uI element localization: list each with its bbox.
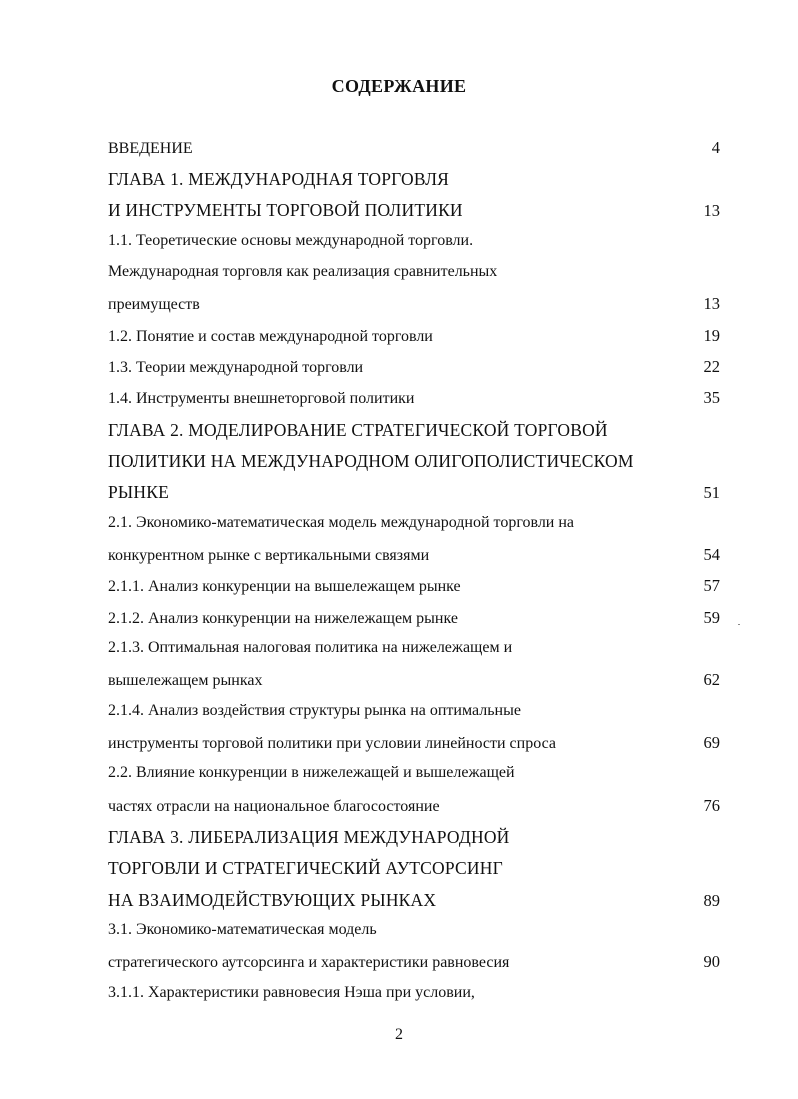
toc-line bbox=[108, 388, 720, 412]
toc-entry-text: Международная торговля как реализация сравнительных bbox=[108, 263, 498, 280]
toc-page-number: 22 bbox=[703, 357, 720, 376]
toc-entry-text: И ИНСТРУМЕНТЫ ТОРГОВОЙ ПОЛИТИКИ bbox=[108, 200, 463, 220]
toc-line bbox=[108, 921, 720, 945]
toc-page-number: 90 bbox=[703, 952, 720, 971]
toc-entry-text: ВВЕДЕНИЕ bbox=[108, 140, 193, 157]
toc-line bbox=[108, 702, 720, 726]
toc-page-number: 51 bbox=[703, 483, 720, 502]
toc-line bbox=[108, 420, 720, 444]
toc-entry-text: ГЛАВА 3. ЛИБЕРАЛИЗАЦИЯ МЕЖДУНАРОДНОЙ bbox=[108, 827, 510, 847]
toc-entry-text: ГЛАВА 2. МОДЕЛИРОВАНИЕ СТРАТЕГИЧЕСКОЙ ТОРГОВОЙ bbox=[108, 420, 608, 440]
toc-entry-text: НА ВЗАИМОДЕЙСТВУЮЩИХ РЫНКАХ bbox=[108, 890, 437, 910]
toc-line bbox=[108, 608, 720, 632]
toc-page-number: 76 bbox=[703, 796, 720, 815]
toc-line bbox=[108, 357, 720, 381]
toc-entry-text: РЫНКЕ bbox=[108, 482, 169, 502]
toc-line bbox=[108, 858, 720, 882]
toc-line bbox=[108, 232, 720, 256]
toc-line bbox=[108, 984, 720, 1008]
toc-entry-text: вышележащем рынках bbox=[108, 672, 263, 689]
toc-entry-text: конкурентном рынке с вертикальными связями bbox=[108, 547, 430, 564]
toc-line bbox=[108, 482, 720, 506]
toc-page-number: 54 bbox=[703, 545, 720, 564]
toc-page-number: 89 bbox=[703, 891, 720, 910]
toc-page-number: 57 bbox=[703, 576, 720, 595]
toc-entry-text: 2.1.1. Анализ конкуренции на вышележащем рынке bbox=[108, 578, 461, 595]
toc-entry-text: стратегического аутсорсинга и характеристики равновесия bbox=[108, 954, 510, 971]
toc-line bbox=[108, 764, 720, 788]
toc-line bbox=[108, 576, 720, 600]
toc-entry-text: ПОЛИТИКИ НА МЕЖДУНАРОДНОМ ОЛИГОПОЛИСТИЧЕСКОМ bbox=[108, 451, 634, 471]
toc-entry-text: 3.1.1. Характеристики равновесия Нэша при условии, bbox=[108, 984, 475, 1001]
toc-entry-text: преимуществ bbox=[108, 296, 200, 313]
toc-entry-text: ТОРГОВЛИ И СТРАТЕГИЧЕСКИЙ АУТСОРСИНГ bbox=[108, 858, 503, 878]
toc-entry-text: инструменты торговой политики при условии линейности спроса bbox=[108, 735, 557, 752]
toc-page-number: 13 bbox=[703, 201, 720, 220]
toc-entry-text: 2.1.2. Анализ конкуренции на нижележащем рынке bbox=[108, 610, 458, 627]
toc-line bbox=[108, 827, 720, 851]
toc-entry-text: 2.1.3. Оптимальная налоговая политика на нижележащем и bbox=[108, 639, 513, 656]
toc-line bbox=[108, 200, 720, 224]
page-number: 2 bbox=[395, 1026, 403, 1043]
toc-line bbox=[108, 670, 720, 694]
toc-line bbox=[108, 796, 720, 820]
toc-entry-text: 1.4. Инструменты внешнеторговой политики bbox=[108, 390, 415, 407]
toc-line bbox=[108, 639, 720, 663]
toc-entry-text: ГЛАВА 1. МЕЖДУНАРОДНАЯ ТОРГОВЛЯ bbox=[108, 169, 450, 189]
toc-page-number: 4 bbox=[711, 138, 720, 157]
toc-line bbox=[108, 263, 720, 287]
scan-speck bbox=[738, 624, 740, 625]
toc-entry-text: 1.2. Понятие и состав международной торговли bbox=[108, 328, 433, 345]
toc-line bbox=[108, 294, 720, 318]
toc-line bbox=[108, 514, 720, 538]
toc-entry-text: 1.1. Теоретические основы международной торговли. bbox=[108, 232, 474, 249]
toc-line bbox=[108, 326, 720, 350]
toc-line bbox=[108, 138, 720, 162]
toc-line bbox=[108, 733, 720, 757]
toc-page-number: 35 bbox=[703, 388, 720, 407]
toc-line bbox=[108, 890, 720, 914]
toc-entry-text: частях отрасли на национальное благосостояние bbox=[108, 798, 440, 815]
toc-page-number: 69 bbox=[703, 733, 720, 752]
toc-page-number: 62 bbox=[703, 670, 720, 689]
page-title: СОДЕРЖАНИЕ bbox=[331, 76, 467, 96]
toc-page-number: 19 bbox=[703, 326, 720, 345]
toc-line bbox=[108, 952, 720, 976]
toc-entry-text: 2.1.4. Анализ воздействия структуры рынка на оптимальные bbox=[108, 702, 521, 719]
toc-page-number: 59 bbox=[703, 608, 720, 627]
toc-line bbox=[108, 545, 720, 569]
toc-entry-text: 3.1. Экономико-математическая модель bbox=[108, 921, 377, 938]
toc-entry-text: 2.2. Влияние конкуренции в нижележащей и вышележащей bbox=[108, 764, 515, 781]
toc-line bbox=[108, 451, 720, 475]
toc-entry-text: 1.3. Теории международной торговли bbox=[108, 359, 364, 376]
toc-entry-text: 2.1. Экономико-математическая модель международной торговли на bbox=[108, 514, 575, 531]
toc-line bbox=[108, 169, 720, 193]
toc-page-number: 13 bbox=[703, 294, 720, 313]
